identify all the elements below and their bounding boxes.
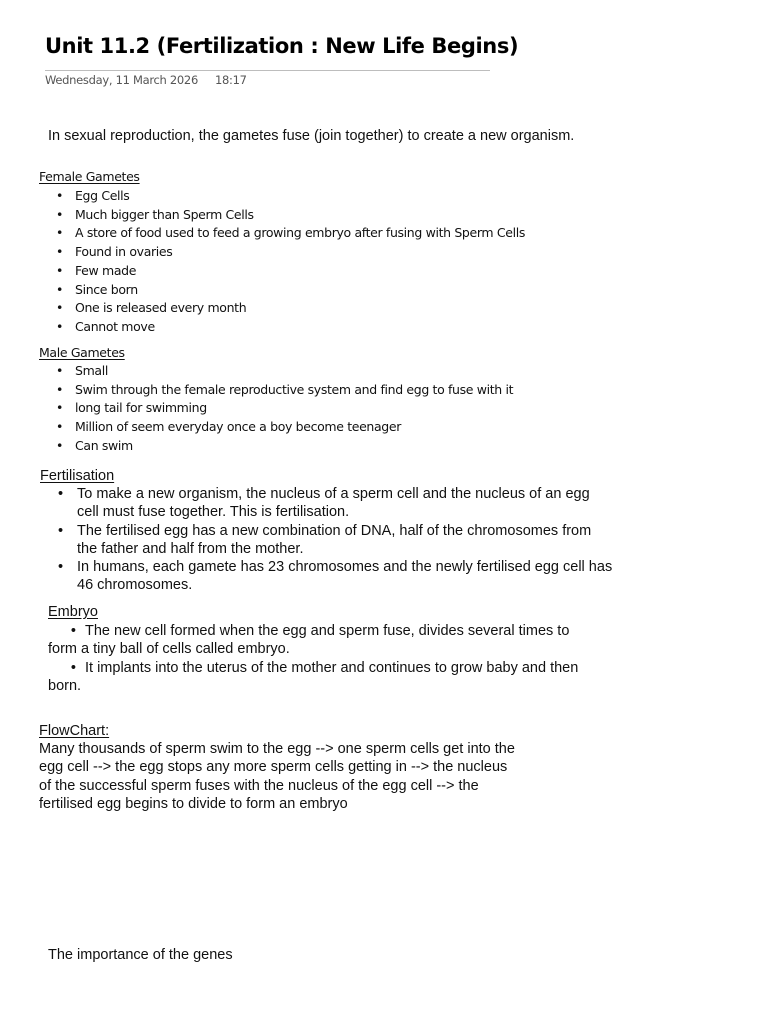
list-item: • One is released every month xyxy=(39,299,525,318)
female-gametes-list xyxy=(39,187,525,337)
embryo-line: born. xyxy=(48,677,82,694)
embryo-line xyxy=(48,659,578,677)
list-item: • Few made xyxy=(39,262,525,281)
list-item: • A store of food used to feed a growing embryo after fusing with Sperm Cells xyxy=(39,224,525,243)
list-item: • In humans, each gamete has 23 chromosomes and the newly fertilised egg cell has 46 chromosomes. xyxy=(40,558,615,595)
list-item: • Much bigger than Sperm Cells xyxy=(39,206,525,225)
list-item: • The fertilised egg has a new combination of DNA, half of the chromosomes from the father and half from the mother. xyxy=(40,522,615,559)
flowchart-line: fertilised egg begins to divide to form an embryo xyxy=(39,795,348,812)
intro-text: In sexual reproduction, the gametes fuse (join together) to create a new organism. xyxy=(48,128,575,144)
flowchart-text xyxy=(39,740,515,813)
embryo-line xyxy=(48,622,578,640)
bullet-marker: • xyxy=(70,623,76,639)
flowchart-line: egg cell --> the egg stops any more sperm cells getting in --> the nucleus xyxy=(39,759,508,776)
list-item: • To make a new organism, the nucleus of a sperm cell and the nucleus of an egg cell must fuse together. This is fertilisation. xyxy=(40,485,615,522)
genes-heading: The importance of the genes xyxy=(48,947,233,963)
list-item: • Cannot move xyxy=(39,318,525,337)
embryo-text xyxy=(48,622,578,695)
embryo-heading: Embryo xyxy=(48,604,98,620)
list-item: • Can swim xyxy=(39,437,513,456)
male-gametes-list xyxy=(39,362,513,456)
page-time: 18:17 xyxy=(214,73,247,87)
list-item: • Small xyxy=(39,362,513,381)
list-item: • long tail for swimming xyxy=(39,399,513,418)
list-item: • Egg Cells xyxy=(39,187,525,206)
flowchart-heading: FlowChart: xyxy=(39,723,110,739)
fertilisation-heading: Fertilisation xyxy=(40,468,115,484)
page-title: Unit 11.2 (Fertilization : New Life Begins) xyxy=(45,34,519,58)
embryo-line: form a tiny ball of cells called embryo. xyxy=(48,641,290,658)
flowchart-line: of the successful sperm fuses with the nucleus of the egg cell --> the xyxy=(39,777,479,794)
flowchart-line: Many thousands of sperm swim to the egg --> one sperm cells get into the xyxy=(39,741,515,757)
bullet-marker: • xyxy=(70,659,76,676)
embryo-item-1: The new cell formed when the egg and sperm fuse, divides several times to xyxy=(85,623,570,639)
list-item: • Found in ovaries xyxy=(39,243,525,262)
female-gametes-heading: Female Gametes xyxy=(39,169,140,184)
title-divider xyxy=(45,70,490,71)
male-gametes-heading: Male Gametes xyxy=(39,345,125,360)
fertilisation-list xyxy=(40,485,615,595)
list-item: • Million of seem everyday once a boy become teenager xyxy=(39,418,513,437)
list-item: • Swim through the female reproductive system and find egg to fuse with it xyxy=(39,381,513,400)
page-date: Wednesday, 11 March 2026 xyxy=(45,73,198,87)
list-item: • Since born xyxy=(39,281,525,300)
embryo-item-2: It implants into the uterus of the mother and continues to grow baby and then xyxy=(85,659,579,676)
page-metadata xyxy=(45,73,247,87)
